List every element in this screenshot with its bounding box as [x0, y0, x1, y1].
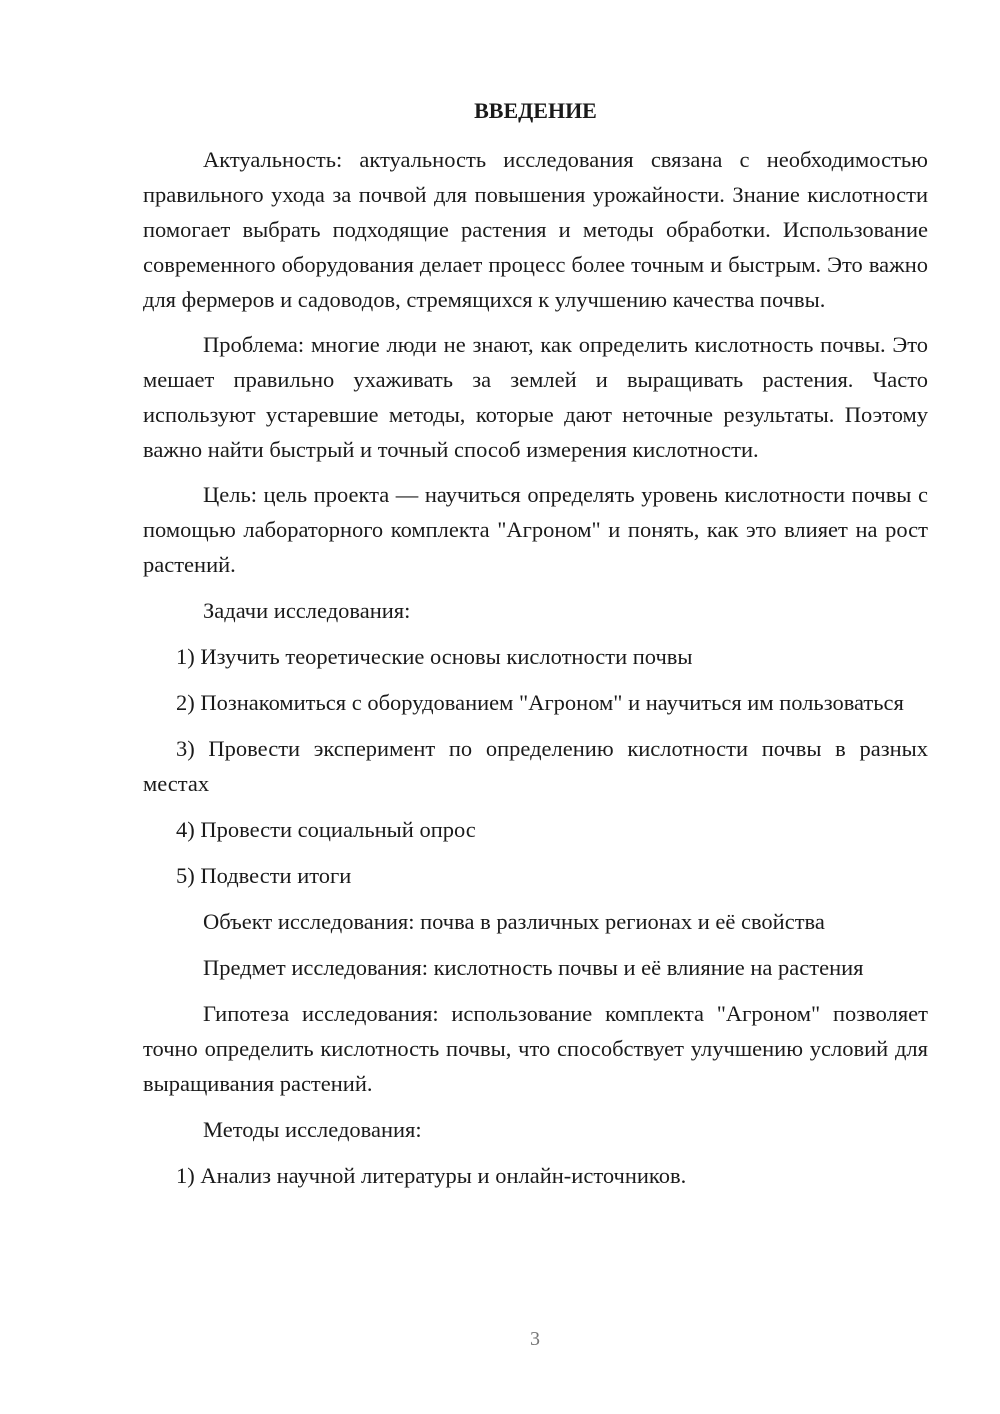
- task-item-3: 3) Провести эксперимент по определению кислотности почвы в разных местах: [143, 736, 928, 796]
- page-content: [143, 94, 928, 1193]
- method-item-1: 1) Анализ научной литературы и онлайн-источников.: [176, 1163, 687, 1188]
- page-title: ВВЕДЕНИЕ: [474, 98, 597, 123]
- object-paragraph: Объект исследования: почва в различных регионах и её свойства: [203, 909, 825, 934]
- methods-heading: Методы исследования:: [203, 1117, 422, 1142]
- hypothesis-paragraph: Гипотеза исследования: использование комплекта "Агроном" позволяет точно определить кислотность почвы, что способствует улучшению условий для выращивания растений.: [143, 1001, 928, 1096]
- task-item-5: 5) Подвести итоги: [176, 863, 352, 888]
- goal-paragraph: Цель: цель проекта — научиться определять уровень кислотности почвы с помощью лабораторного комплекта "Агроном" и понять, как это влияет на рост растений.: [143, 482, 928, 577]
- page-number: 3: [530, 1328, 540, 1350]
- tasks-heading: Задачи исследования:: [203, 598, 411, 623]
- task-item-4: 4) Провести социальный опрос: [176, 817, 476, 842]
- subject-paragraph: Предмет исследования: кислотность почвы и её влияние на растения: [203, 955, 864, 980]
- task-item-1: 1) Изучить теоретические основы кислотности почвы: [176, 644, 693, 669]
- relevance-paragraph: Актуальность: актуальность исследования связана с необходимостью правильного ухода за почвой для повышения урожайности. Знание кислотности помогает выбрать подходящие растения и методы обработки. Использование современного оборудования делает процесс более точным и быстрым. Это важно для фермеров и садоводов, стремящихся к улучшению качества почвы.: [143, 147, 928, 312]
- task-item-2: 2) Познакомиться с оборудованием "Агроном" и научиться им пользоваться: [176, 690, 904, 715]
- problem-paragraph: Проблема: многие люди не знают, как определить кислотность почвы. Это мешает правильно ухаживать за землей и выращивать растения. Часто используют устаревшие методы, которые дают неточные результаты. Поэтому важно найти быстрый и точный способ измерения кислотности.: [143, 332, 928, 462]
